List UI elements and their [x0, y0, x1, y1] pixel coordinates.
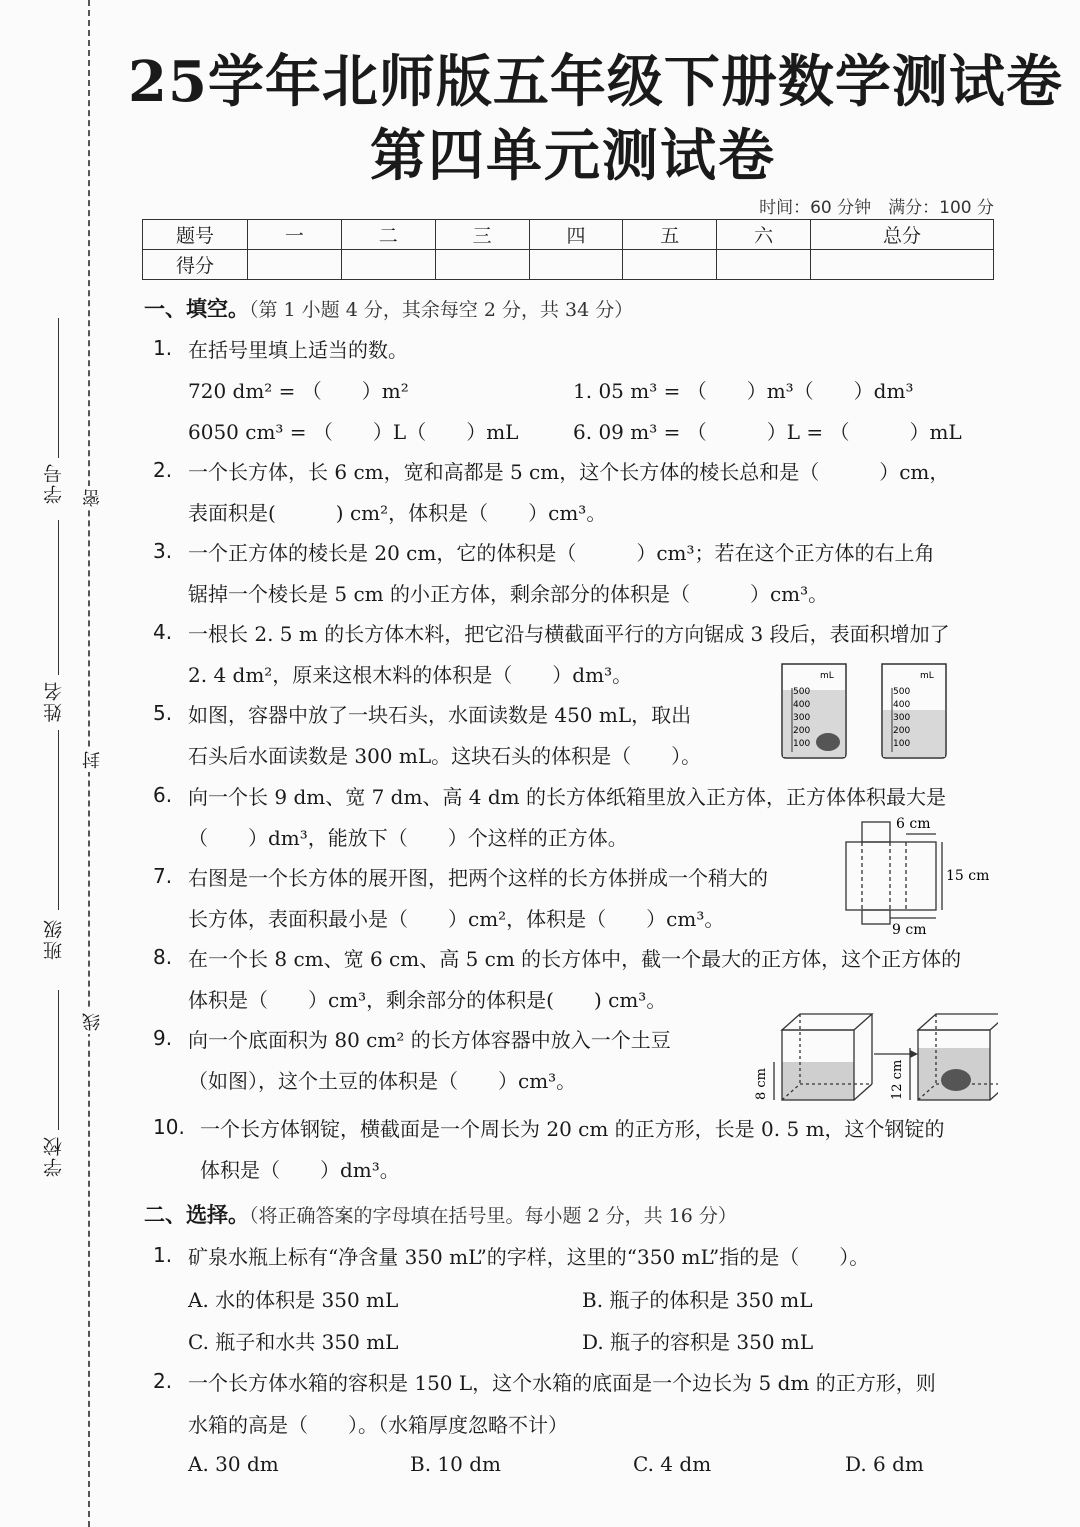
q5-line2: 石头后水面读数是 300 mL。这块石头的体积是（ ）。 [188, 744, 702, 768]
q10-line2: 体积是（ ）dm³。 [200, 1158, 400, 1182]
beaker-tick: 500 [893, 687, 911, 697]
score-cell[interactable] [341, 250, 435, 280]
section1-heading: 一、填空。 [144, 297, 249, 321]
section2-note: （将正确答案的字母填在括号里。每小题 2 分，共 16 分） [249, 1205, 737, 1227]
section2-heading: 二、选择。 [144, 1203, 249, 1227]
score-cell[interactable] [811, 250, 994, 280]
s2-q2-option-c[interactable]: C. 4 dm [633, 1452, 712, 1476]
box-label-right: 12 cm [890, 1059, 905, 1100]
q8-number: 8. [153, 945, 173, 969]
q7-line1: 右图是一个长方体的展开图，把两个这样的长方体拼成一个稍大的 [188, 866, 768, 890]
page-title: 25学年北师版五年级下册数学测试卷 [128, 49, 1063, 115]
student-id-blank [58, 318, 59, 458]
class-label: 班级 [43, 918, 65, 960]
q7-line2: 长方体，表面积最小是（ ）cm²，体积是（ ）cm³。 [188, 907, 725, 931]
s2-q2-option-d[interactable]: D. 6 dm [845, 1452, 924, 1476]
beaker-unit-label: mL [920, 671, 934, 681]
net-label-right: 15 cm [946, 868, 990, 884]
container-before [774, 1014, 872, 1100]
arrow-head [910, 1050, 918, 1058]
score-header-cell: 一 [248, 220, 342, 250]
page-subtitle: 第四单元测试卷 [370, 123, 776, 189]
score-header-cell: 三 [435, 220, 529, 250]
q2-number: 2. [153, 458, 173, 482]
score-cell[interactable] [623, 250, 717, 280]
q1-text: 在括号里填上适当的数。 [188, 338, 408, 362]
container-boxes-figure [748, 1008, 998, 1110]
q4-number: 4. [153, 620, 173, 644]
q4-line1: 一根长 2. 5 m 的长方体木料，把它沿与横截面平行的方向锯成 3 段后，表面积增加了 [188, 622, 950, 646]
q9-number: 9. [153, 1026, 173, 1050]
beaker-tick: 200 [793, 726, 811, 736]
s2-q1-option-a[interactable]: A. 水的体积是 350 mL [188, 1288, 399, 1312]
beaker-tick: 500 [793, 687, 811, 697]
section2-heading-line [144, 1199, 737, 1229]
q10-line1: 一个长方体钢锭，横截面是一个周长为 20 cm 的正方形，长是 0. 5 m，这个钢锭的 [200, 1117, 945, 1141]
beaker-tick: 400 [893, 700, 911, 710]
s2-q1-text: 矿泉水瓶上标有“净含量 350 mL”的字样，这里的“350 mL”指的是（ ）。 [188, 1245, 870, 1269]
beaker-tick: 300 [793, 713, 811, 723]
box-label-left: 8 cm [754, 1067, 769, 1100]
q1-number: 1. [153, 336, 173, 360]
beakers-figure [776, 658, 956, 762]
s2-q1-option-c[interactable]: C. 瓶子和水共 350 mL [188, 1330, 399, 1354]
school-label: 学校 [43, 1135, 65, 1177]
net-label-top: 6 cm [896, 816, 931, 832]
beaker-tick: 100 [793, 739, 811, 749]
seal-mark-mi: 密 [80, 486, 106, 510]
s2-q1-number: 1. [153, 1243, 173, 1267]
score-table [142, 219, 994, 280]
s2-q1-option-b[interactable]: B. 瓶子的体积是 350 mL [582, 1288, 813, 1312]
score-cell[interactable] [248, 250, 342, 280]
score-header-cell: 题号 [143, 220, 248, 250]
q1-a: 720 dm² = （ ）m² [188, 379, 409, 403]
q2-line2: 表面积是( ) cm²，体积是（ ）cm³。 [188, 501, 607, 525]
q6-number: 6. [153, 783, 173, 807]
q1-b: 1. 05 m³ = （ ）m³（ ）dm³ [573, 379, 914, 403]
name-label: 姓名 [43, 680, 65, 722]
beaker-with-stone [782, 664, 846, 758]
s2-q2-line1: 一个长方体水箱的容积是 150 L，这个水箱的底面是一个边长为 5 dm 的正方形，则 [188, 1371, 936, 1395]
s2-q1-option-d[interactable]: D. 瓶子的容积是 350 mL [582, 1330, 814, 1354]
q7-number: 7. [153, 864, 173, 888]
q9-line1: 向一个底面积为 80 cm² 的长方体容器中放入一个土豆 [188, 1028, 671, 1052]
q5-number: 5. [153, 701, 173, 725]
q3-number: 3. [153, 539, 173, 563]
seal-mark-feng: 封 [80, 748, 106, 772]
net-label-bottom: 9 cm [892, 922, 927, 938]
beaker-tick: 200 [893, 726, 911, 736]
beaker-unit-label: mL [820, 671, 834, 681]
section1-heading-line [144, 293, 633, 323]
score-header-cell: 二 [341, 220, 435, 250]
student-id-label: 学号 [43, 462, 65, 504]
score-header-cell: 总分 [811, 220, 994, 250]
container-after [910, 1014, 998, 1100]
q6-line1: 向一个长 9 dm、宽 7 dm、高 4 dm 的长方体纸箱里放入正方体，正方体体积最大是 [188, 785, 946, 809]
score-header-cell: 四 [529, 220, 623, 250]
s2-q2-option-b[interactable]: B. 10 dm [410, 1452, 501, 1476]
q6-line2: （ ）dm³，能放下（ ）个这样的正方体。 [188, 826, 628, 850]
s2-q2-number: 2. [153, 1369, 173, 1393]
potato-shape [941, 1069, 971, 1091]
q4-line2: 2. 4 dm²，原来这根木料的体积是（ ）dm³。 [188, 663, 633, 687]
q1-c: 6050 cm³ = （ ）L（ ）mL [188, 420, 519, 444]
section1-note: （第 1 小题 4 分，其余每空 2 分，共 34 分） [249, 299, 634, 321]
beaker-without-stone [882, 664, 946, 758]
s2-q2-line2: 水箱的高是（ ）。（水箱厚度忽略不计） [188, 1413, 568, 1437]
q9-line2: （如图），这个土豆的体积是（ ）cm³。 [188, 1069, 577, 1093]
q8-line1: 在一个长 8 cm、宽 6 cm、高 5 cm 的长方体中，截一个最大的正方体，这个正方体的 [188, 947, 962, 971]
q3-line1: 一个正方体的棱长是 20 cm，它的体积是（ ）cm³；若在这个正方体的右上角 [188, 541, 935, 565]
cuboid-net-figure [840, 812, 1000, 940]
q1-d: 6. 09 m³ = （ ）L = （ ）mL [573, 420, 962, 444]
beaker-tick: 400 [793, 700, 811, 710]
score-table-score-row [143, 250, 994, 280]
q8-line2: 体积是（ ）cm³，剩余部分的体积是( ) cm³。 [188, 988, 667, 1012]
score-table-header-row [143, 220, 994, 250]
score-row-label: 得分 [143, 250, 248, 280]
q10-number: 10. [153, 1115, 185, 1139]
stone-shape [816, 733, 840, 751]
class-blank [58, 730, 59, 910]
score-header-cell: 六 [717, 220, 811, 250]
q5-line1: 如图，容器中放了一块石头，水面读数是 450 mL，取出 [188, 703, 692, 727]
beaker-tick: 100 [893, 739, 911, 749]
score-cell[interactable] [717, 250, 811, 280]
q2-line1: 一个长方体，长 6 cm，宽和高都是 5 cm，这个长方体的棱长总和是（ ）cm， [188, 460, 950, 484]
score-cell[interactable] [435, 250, 529, 280]
score-cell[interactable] [529, 250, 623, 280]
seal-mark-xian: 线 [80, 1010, 106, 1034]
time-score-info: 时间：60 分钟 满分：100 分 [759, 198, 994, 218]
beaker-tick: 300 [893, 713, 911, 723]
school-blank [58, 990, 59, 1130]
name-blank [58, 520, 59, 675]
score-header-cell: 五 [623, 220, 717, 250]
q3-line2: 锯掉一个棱长是 5 cm 的小正方体，剩余部分的体积是（ ）cm³。 [188, 582, 829, 606]
s2-q2-option-a[interactable]: A. 30 dm [188, 1452, 279, 1476]
